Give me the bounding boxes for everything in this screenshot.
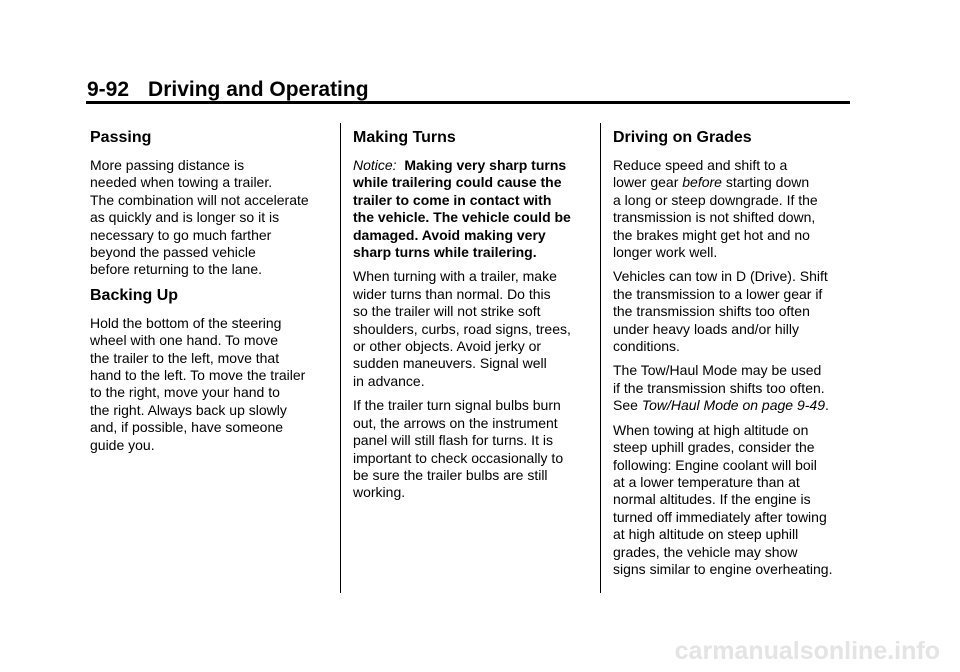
text-line: the brakes might get hot and no [613,226,810,243]
text-line: so the trailer will not strike soft [353,303,541,320]
text-line: Hold the bottom of the steering [90,314,282,331]
text-line: necessary to go much farther [90,226,272,243]
text-line: if the transmission shifts too often. [613,379,825,396]
text-line: the transmission shifts too often [613,303,810,320]
text-line: guide you. [90,436,155,453]
text-line [613,397,863,414]
text-line: at a lower temperature than at [613,473,800,490]
tow-haul-paragraph [613,362,863,414]
column-2 [353,128,603,509]
text-line: wider turns than normal. Do this [353,285,551,302]
backing-up-heading: Backing Up [90,286,179,304]
column-1 [90,128,340,461]
text-line: following: Engine coolant will boil [613,456,817,473]
text-line: be sure the trailer bulbs are still [353,466,548,483]
text-line: The combination will not accelerate [90,191,309,208]
text-line: important to check occasionally to [353,449,564,466]
cross-reference-link[interactable]: Tow/Haul Mode on page 9‑49 [641,397,825,414]
text-line: Reduce speed and shift to a [613,157,788,173]
backing-up-paragraph [90,315,340,454]
text-line: shoulders, curbs, road signs, trees, [353,320,571,337]
text-line: the transmission to a lower gear if [613,285,823,302]
text-line: as quickly and is longer so it is [90,209,280,226]
page-number: 9-92 [87,78,130,101]
text-fragment: lower gear [613,174,683,191]
text-line: When towing at high altitude on [613,421,809,438]
page-header [87,78,369,102]
text-line: under heavy loads and/or hilly [613,320,800,337]
passing-heading: Passing [90,129,152,146]
text-line: trailer to come in contact with [353,191,552,208]
text-line: The Tow/Haul Mode may be used [613,362,822,379]
text-line: hand to the left. To move the trailer [90,367,306,384]
text-line: More passing distance is [90,157,245,173]
text-line: longer work well. [613,244,718,261]
text-line: When turning with a trailer, make [353,268,557,285]
text-fragment: . [824,397,829,414]
making-turns-heading: Making Turns [353,129,456,146]
text-line: while trailering could cause the [353,174,562,191]
text-line: beyond the passed vehicle [90,244,256,261]
driving-on-grades-heading: Driving on Grades [613,129,752,146]
text-line: out, the arrows on the instrument [353,414,558,431]
text-line: damaged. Avoid making very [353,226,546,243]
text-line: sharp turns while trailering. [353,244,537,261]
text-line [613,174,863,191]
text-line: the right. Always back up slowly [90,401,287,418]
text-fragment: starting down [721,174,810,191]
text-line: the trailer to the left, move that [90,349,280,366]
text-line: conditions. [613,338,680,355]
signal-bulbs-paragraph [353,397,603,501]
text-line: wheel with one hand. To move [90,332,279,349]
emphasis-text: before [682,174,722,191]
altitude-paragraph [613,422,863,579]
text-line: needed when towing a trailer. [90,174,273,191]
text-line: normal altitudes. If the engine is [613,491,811,508]
text-line: or other objects. Avoid jerky or [353,338,542,355]
column-3 [613,128,863,585]
notice-first-line [353,157,603,174]
text-line: steep uphill grades, consider the [613,439,815,456]
drive-mode-paragraph [613,268,863,355]
text-line: signs similar to engine overheating. [613,560,833,577]
text-line: panel will still flash for turns. It is [353,432,553,449]
header-rule [86,101,850,104]
text-line: in advance. [353,372,425,389]
text-line: grades, the vehicle may show [613,543,798,560]
text-line: the vehicle. The vehicle could be [353,209,571,226]
text-line: at high altitude on steep uphill [613,526,799,543]
notice-label: Notice: [353,157,397,173]
text-line: working. [353,484,406,501]
text-line: Making very sharp turns [404,157,567,173]
text-line: Vehicles can tow in D (Drive). Shift [613,268,828,285]
text-line: If the trailer turn signal bulbs burn [353,397,561,414]
turning-paragraph [353,268,603,390]
text-line: a long or steep downgrade. If the [613,191,818,208]
text-fragment: See [613,397,642,414]
chapter-title: Driving and Operating [148,78,369,101]
text-line: to the right, move your hand to [90,384,280,401]
text-line: turned off immediately after towing [613,508,827,525]
passing-paragraph [90,157,340,279]
column-divider-1 [340,123,341,593]
text-line: transmission is not shifted down, [613,209,816,226]
text-line: before returning to the lane. [90,261,263,278]
grades-paragraph [613,157,863,261]
notice-paragraph [353,157,603,261]
watermark: carmanualsonline.info [674,637,940,665]
text-line: sudden maneuvers. Signal well [353,355,547,372]
text-line: and, if possible, have someone [90,419,284,436]
